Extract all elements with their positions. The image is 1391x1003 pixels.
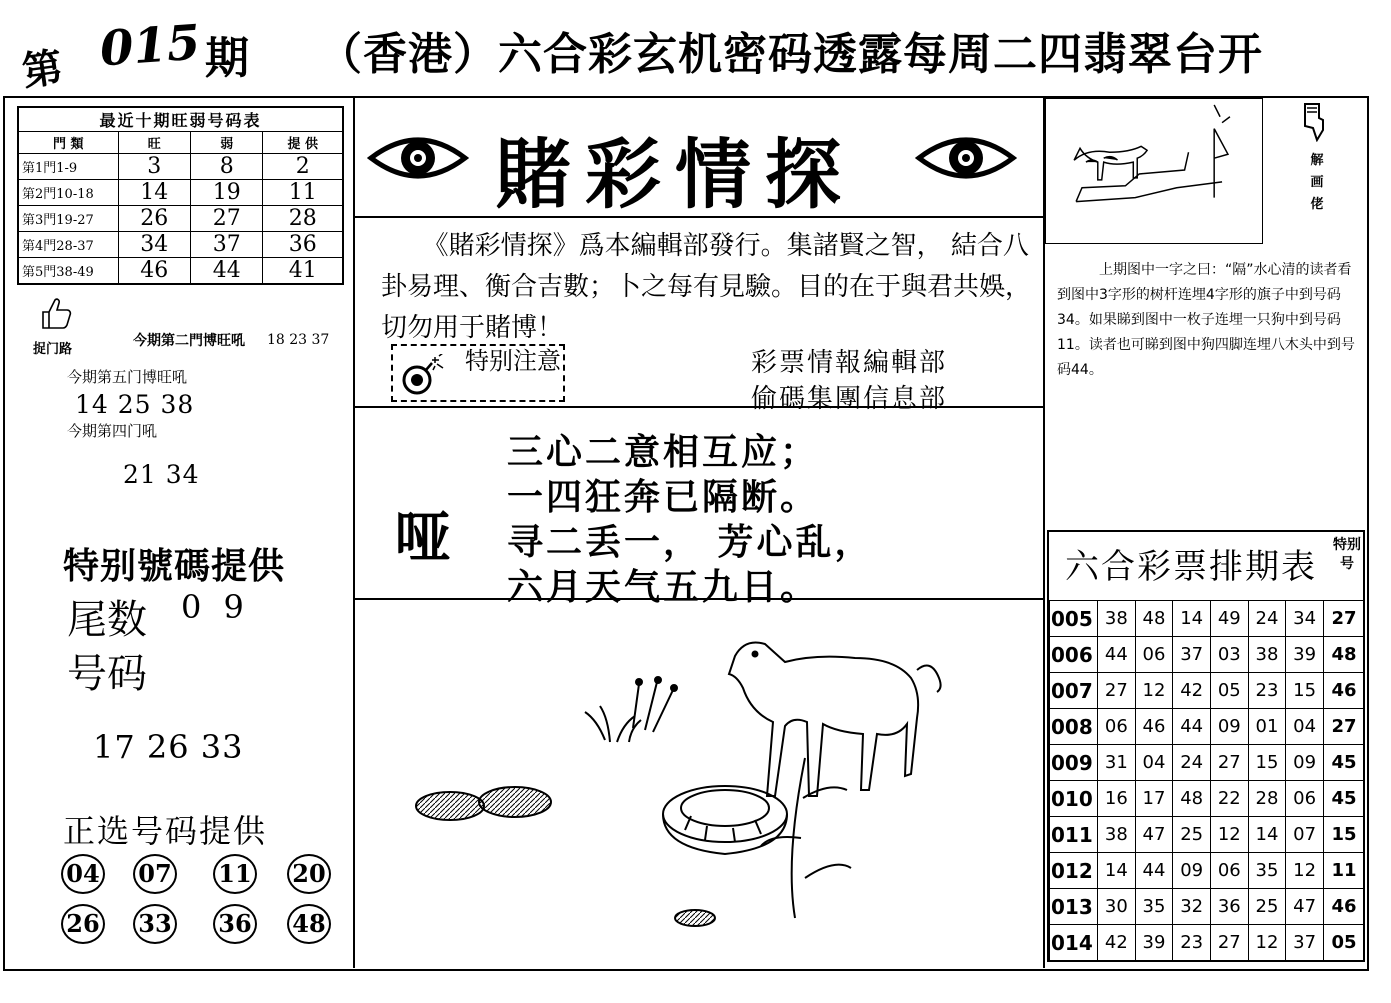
number-cell: 35 (1248, 853, 1286, 889)
number-cell: 15 (1286, 673, 1324, 709)
door5-label: 今期第五门博旺吼 (67, 368, 188, 386)
table-header-cell: 門 類 (18, 132, 118, 154)
number-cell: 09 (1173, 853, 1211, 889)
special-number-cell: 48 (1323, 637, 1364, 673)
number-cell: 12 (1210, 817, 1248, 853)
special-number-cell: 45 (1323, 745, 1364, 781)
table-row (1050, 601, 1365, 637)
period-cell: 009 (1050, 745, 1098, 781)
riddle-line: 寻二丢一， 芳心乱， (507, 522, 874, 563)
number-cell: 06 (1286, 781, 1324, 817)
table-row (1050, 745, 1365, 781)
table-row (1050, 817, 1365, 853)
table-cell-wang: 26 (118, 206, 190, 232)
table-row (1050, 925, 1365, 961)
table-row (1050, 853, 1365, 889)
number-cell: 32 (1173, 889, 1211, 925)
pick-number: 33 (133, 904, 177, 944)
pick-number: 36 (213, 904, 257, 944)
calf-drawing (405, 618, 985, 948)
number-cell: 12 (1248, 925, 1286, 961)
table-row (18, 232, 343, 258)
number-cell: 28 (1248, 781, 1286, 817)
table-header-cell: 旺 (118, 132, 190, 154)
number-cell: 49 (1210, 601, 1248, 637)
eye-icon (367, 130, 469, 186)
table-row (18, 258, 343, 285)
special-number-cell: 15 (1323, 817, 1364, 853)
tail-value: 0 9 (181, 588, 250, 626)
table-cell-door: 第4門28-37 (18, 232, 118, 258)
pick-number: 26 (61, 904, 105, 944)
period-cell: 011 (1050, 817, 1098, 853)
issue-number: 015 (98, 14, 203, 78)
number-cell: 03 (1210, 637, 1248, 673)
special-number-title: 特别號碼提供 (63, 546, 286, 587)
number-cell: 01 (1248, 709, 1286, 745)
table-row (1050, 637, 1365, 673)
number-cell: 37 (1173, 637, 1211, 673)
number-cell: 27 (1210, 745, 1248, 781)
left-column (5, 98, 355, 968)
number-cell: 17 (1135, 781, 1173, 817)
period-cell: 012 (1050, 853, 1098, 889)
number-cell: 05 (1210, 673, 1248, 709)
pick-number: 07 (133, 854, 177, 894)
door4-numbers: 21 34 (123, 460, 200, 489)
table-cell-tigong: 28 (263, 206, 343, 232)
number-cell: 27 (1210, 925, 1248, 961)
number-cell: 44 (1098, 637, 1136, 673)
special-number-cell: 46 (1323, 673, 1364, 709)
table-cell-wang: 34 (118, 232, 190, 258)
last-issue-puzzle-image (1045, 98, 1263, 244)
center-column (355, 98, 1043, 968)
table-cell-door: 第2門10-18 (18, 180, 118, 206)
number-cell: 27 (1098, 673, 1136, 709)
number-cell: 12 (1286, 853, 1324, 889)
number-cell: 09 (1286, 745, 1324, 781)
table-cell-ruo: 44 (190, 258, 262, 285)
special-number-cell: 27 (1323, 601, 1364, 637)
period-cell: 014 (1050, 925, 1098, 961)
special-number-cell: 11 (1323, 853, 1364, 889)
number-cell: 16 (1098, 781, 1136, 817)
door2-numbers: 18 23 37 (267, 332, 330, 348)
pick-number: 11 (213, 854, 257, 894)
number-cell: 37 (1286, 925, 1324, 961)
page-title: （香港）六合彩玄机密码透露每周二四翡翠台开 (318, 29, 1263, 80)
number-cell: 39 (1135, 925, 1173, 961)
number-cell: 34 (1286, 601, 1324, 637)
dept-line-2: 偷碼集團信息部 (751, 384, 948, 414)
schedule-table (1049, 600, 1365, 961)
number-cell: 07 (1286, 817, 1324, 853)
number-cell: 22 (1210, 781, 1248, 817)
number-cell: 24 (1248, 601, 1286, 637)
door5-numbers: 14 25 38 (75, 390, 195, 419)
table-row (1050, 781, 1365, 817)
number-cell: 44 (1135, 853, 1173, 889)
last-issue-explanation: 上期图中一字之曰：“隔”水心清的读者看到图中3字形的树杆连埋4字形的旗子中到号码34。如果睇到图中一枚子连埋一只狗中到号码11。读者也可睇到图中狗四脚连埋八木头中到号码44。 (1057, 262, 1355, 378)
table-cell-wang: 3 (118, 154, 190, 180)
table-cell-ruo: 19 (190, 180, 262, 206)
period-cell: 013 (1050, 889, 1098, 925)
table-cell-door: 第5門38-49 (18, 258, 118, 285)
eye-icon (915, 130, 1017, 186)
special-number-cell: 05 (1323, 925, 1364, 961)
number-cell: 25 (1248, 889, 1286, 925)
table-row (1050, 889, 1365, 925)
table-row (1050, 673, 1365, 709)
number-cell: 38 (1098, 601, 1136, 637)
door2-label: 今期第二門博旺吼 (133, 333, 245, 349)
period-cell: 006 (1050, 637, 1098, 673)
riddle-line: 六月天气五九日。 (507, 567, 820, 608)
pick-number: 20 (287, 854, 331, 894)
table-cell-tigong: 11 (263, 180, 343, 206)
number-cell: 31 (1098, 745, 1136, 781)
number-cell: 48 (1135, 601, 1173, 637)
bomb-icon (399, 354, 445, 396)
number-cell: 06 (1135, 637, 1173, 673)
issue-prefix: 第 (19, 43, 66, 96)
table-cell-tigong: 41 (263, 258, 343, 285)
logo-title: 賭彩情探 (495, 130, 855, 219)
number-cell: 46 (1135, 709, 1173, 745)
number-label: 号码 (67, 651, 147, 697)
number-cell: 36 (1210, 889, 1248, 925)
main-picks-title: 正选号码提供 (63, 812, 268, 850)
number-cell: 04 (1135, 745, 1173, 781)
table-row (18, 206, 343, 232)
riddle-line: 三心二意相互应； (507, 432, 820, 473)
number-cell: 12 (1135, 673, 1173, 709)
table-cell-door: 第3門19-27 (18, 206, 118, 232)
recent-table-caption: 最近十期旺弱号码表 (18, 107, 343, 132)
special-number-cell: 27 (1323, 709, 1364, 745)
number-cell: 35 (1135, 889, 1173, 925)
page-header (0, 0, 1391, 95)
notice-text: 特别注意 (465, 347, 561, 375)
dept-line-1: 彩票情報編輯部 (751, 348, 948, 378)
table-cell-ruo: 27 (190, 206, 262, 232)
notice-box (391, 344, 565, 402)
number-cell: 25 (1173, 817, 1211, 853)
door4-label: 今期第四门吼 (67, 422, 158, 440)
number-cell: 38 (1098, 817, 1136, 853)
number-cell: 42 (1173, 673, 1211, 709)
riddle-character: 哑 (395, 506, 451, 571)
thumbs-up-icon (37, 296, 73, 332)
pointing-hand-icon (1299, 102, 1329, 142)
number-cell: 38 (1248, 637, 1286, 673)
table-row (1050, 709, 1365, 745)
tail-label: 尾数 (67, 597, 147, 643)
logo-banner (355, 98, 1043, 218)
period-cell: 005 (1050, 601, 1098, 637)
period-cell: 010 (1050, 781, 1098, 817)
number-cell: 47 (1135, 817, 1173, 853)
period-cell: 007 (1050, 673, 1098, 709)
riddle-poem (507, 430, 874, 610)
table-cell-ruo: 8 (190, 154, 262, 180)
bottom-margin (5, 972, 1371, 1003)
riddle-picture (355, 600, 1043, 968)
number-cell: 47 (1286, 889, 1324, 925)
riddle-line: 一四狂奔已隔断。 (507, 477, 820, 518)
pick-number: 04 (61, 854, 105, 894)
table-header-cell: 提 供 (263, 132, 343, 154)
special-number-cell: 45 (1323, 781, 1364, 817)
schedule-title: 六合彩票排期表 (1065, 547, 1317, 587)
intro-section (355, 218, 1043, 414)
thumb-label: 捉门路 (33, 342, 73, 357)
intro-text: 《賭彩情探》爲本編輯部發行。集諸賢之智， 結合八卦易理、衡合吉數；卜之每有見驗。目的在于與君共娛，切勿用于賭博！ (381, 231, 1032, 343)
table-cell-door: 第1門1-9 (18, 154, 118, 180)
table-row (18, 180, 343, 206)
period-cell: 008 (1050, 709, 1098, 745)
number-cell: 42 (1098, 925, 1136, 961)
riddle-section (355, 408, 1043, 608)
number-cell: 30 (1098, 889, 1136, 925)
number-cell: 44 (1173, 709, 1211, 745)
number-cell: 14 (1098, 853, 1136, 889)
number-cell: 09 (1210, 709, 1248, 745)
number-cell: 48 (1173, 781, 1211, 817)
issue-suffix: 期 (205, 33, 249, 84)
table-row (18, 154, 343, 180)
table-cell-tigong: 36 (263, 232, 343, 258)
special-numbers: 17 26 33 (93, 728, 244, 766)
number-cell: 24 (1173, 745, 1211, 781)
number-cell: 06 (1210, 853, 1248, 889)
number-cell: 23 (1248, 673, 1286, 709)
draw-schedule (1047, 530, 1365, 962)
number-cell: 23 (1173, 925, 1211, 961)
table-cell-tigong: 2 (263, 154, 343, 180)
number-cell: 39 (1286, 637, 1324, 673)
table-cell-ruo: 37 (190, 232, 262, 258)
table-header-row (18, 132, 343, 154)
number-cell: 14 (1173, 601, 1211, 637)
number-cell: 15 (1248, 745, 1286, 781)
number-cell: 06 (1098, 709, 1136, 745)
number-cell: 04 (1286, 709, 1324, 745)
explain-label: 解画佬 (1310, 153, 1324, 212)
pick-number: 48 (287, 904, 331, 944)
special-number-header: 特别号 (1333, 537, 1361, 572)
special-number-cell: 46 (1323, 889, 1364, 925)
table-header-cell: 弱 (190, 132, 262, 154)
recent-hot-cold-table (17, 106, 344, 285)
number-cell: 14 (1248, 817, 1286, 853)
table-cell-wang: 14 (118, 180, 190, 206)
right-column (1043, 98, 1368, 968)
table-cell-wang: 46 (118, 258, 190, 285)
